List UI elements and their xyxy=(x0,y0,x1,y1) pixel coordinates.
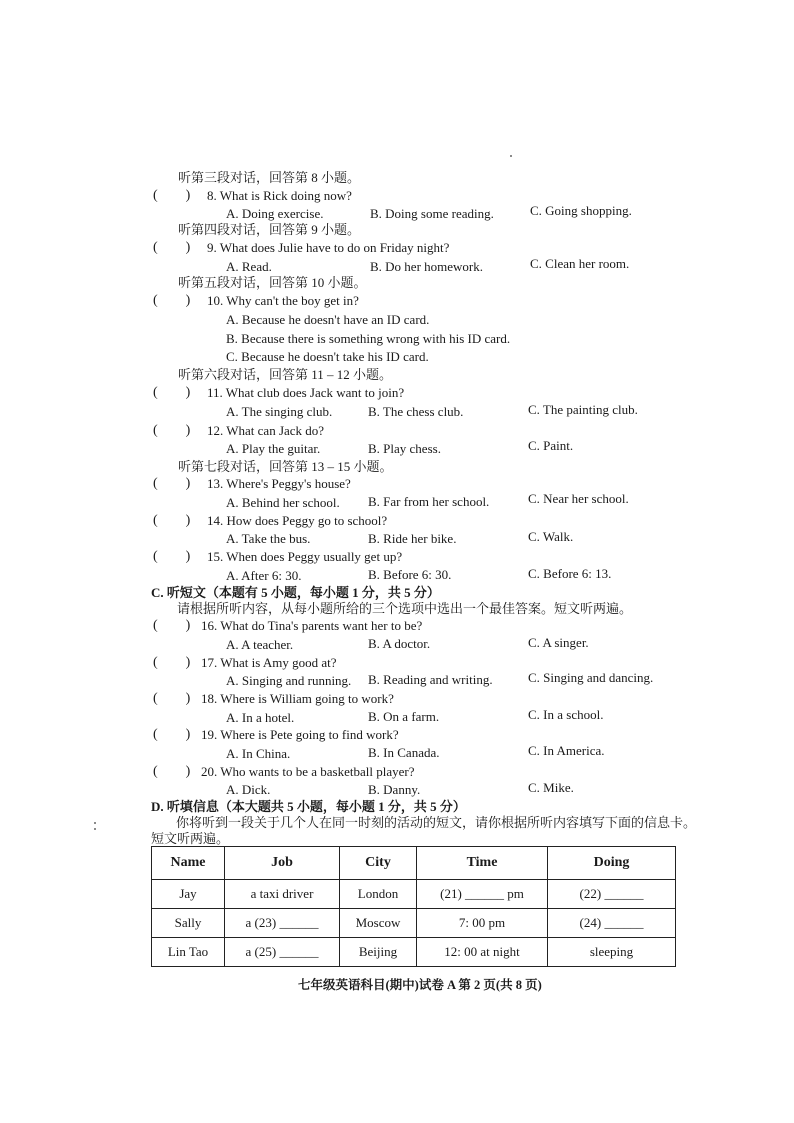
cell-time: 7: 00 pm xyxy=(417,909,548,938)
cell-name: Lin Tao xyxy=(152,938,225,967)
question-17: 17. What is Amy good at? xyxy=(201,655,337,670)
answer-blank[interactable]: ( ) xyxy=(153,691,191,706)
col-header-name: Name xyxy=(152,847,225,880)
option-14c: C. Walk. xyxy=(528,529,574,544)
blank-23[interactable]: a (23) ______ xyxy=(225,909,340,938)
answer-blank[interactable]: ( ) xyxy=(153,385,191,400)
option-12a: A. Play the guitar. xyxy=(226,441,321,456)
col-header-city: City xyxy=(340,847,417,880)
section-c-heading: C. 听短文（本题有 5 小题，每小题 1 分，共 5 分） xyxy=(151,585,440,600)
cell-job: a taxi driver xyxy=(225,880,340,909)
answer-blank[interactable]: ( ) xyxy=(153,655,191,670)
table-header-row xyxy=(152,847,676,880)
answer-blank[interactable]: ( ) xyxy=(153,727,191,742)
question-8: 8. What is Rick doing now? xyxy=(207,188,352,203)
question-14: 14. How does Peggy go to school? xyxy=(207,513,388,528)
option-18a: A. In a hotel. xyxy=(226,710,295,725)
option-16b: B. A doctor. xyxy=(368,636,431,651)
option-20c: C. Mike. xyxy=(528,780,574,795)
blank-25[interactable]: a (25) ______ xyxy=(225,938,340,967)
option-13b: B. Far from her school. xyxy=(368,494,490,509)
cell-name: Sally xyxy=(152,909,225,938)
table-row xyxy=(152,880,676,909)
question-20: 20. Who wants to be a basketball player? xyxy=(201,764,415,779)
option-19c: C. In America. xyxy=(528,743,605,758)
info-card-table xyxy=(151,846,676,967)
option-8c: C. Going shopping. xyxy=(530,203,632,218)
option-9b: B. Do her homework. xyxy=(370,259,484,274)
question-11: 11. What club does Jack want to join? xyxy=(207,385,405,400)
answer-blank[interactable]: ( ) xyxy=(153,476,191,491)
option-17c: C. Singing and dancing. xyxy=(528,670,654,685)
section-d-instruction: 你将听到一段关于几个人在同一时刻的活动的短文，请你根据所听内容填写下面的信息卡。 xyxy=(176,815,697,830)
blank-22[interactable]: (22) ______ xyxy=(548,880,676,909)
option-14b: B. Ride her bike. xyxy=(368,531,457,546)
blank-21[interactable]: (21) ______ pm xyxy=(417,880,548,909)
table-row xyxy=(152,938,676,967)
instruction-part7: 听第七段对话，回答第 13 – 15 小题。 xyxy=(178,459,393,474)
scan-speck xyxy=(510,155,512,157)
option-9c: C. Clean her room. xyxy=(530,256,630,271)
cell-city: Moscow xyxy=(340,909,417,938)
answer-blank[interactable]: ( ) xyxy=(153,618,191,633)
option-15a: A. After 6: 30. xyxy=(226,568,302,583)
cell-city: Beijing xyxy=(340,938,417,967)
option-8b: B. Doing some reading. xyxy=(370,206,494,221)
question-19: 19. Where is Pete going to find work? xyxy=(201,727,399,742)
col-header-doing: Doing xyxy=(548,847,676,880)
option-17a: A. Singing and running. xyxy=(226,673,352,688)
instruction-part5: 听第五段对话，回答第 10 小题。 xyxy=(178,275,367,290)
blank-24[interactable]: (24) ______ xyxy=(548,909,676,938)
answer-blank[interactable]: ( ) xyxy=(153,188,191,203)
option-18c: C. In a school. xyxy=(528,707,604,722)
col-header-time: Time xyxy=(417,847,548,880)
option-16a: A. A teacher. xyxy=(226,637,294,652)
option-15c: C. Before 6: 13. xyxy=(528,566,612,581)
option-19a: A. In China. xyxy=(226,746,291,761)
section-c-instruction: 请根据所听内容，从每小题所给的三个选项中选出一个最佳答案。短文听两遍。 xyxy=(177,601,633,616)
question-13: 13. Where's Peggy's house? xyxy=(207,476,351,491)
table-row xyxy=(152,909,676,938)
option-19b: B. In Canada. xyxy=(368,745,440,760)
answer-blank[interactable]: ( ) xyxy=(153,293,191,308)
col-header-job: Job xyxy=(225,847,340,880)
option-15b: B. Before 6: 30. xyxy=(368,567,452,582)
cell-name: Jay xyxy=(152,880,225,909)
option-13c: C. Near her school. xyxy=(528,491,629,506)
section-d-instruction-2: 短文听两遍。 xyxy=(151,831,230,846)
option-10a: A. Because he doesn't have an ID card. xyxy=(226,312,430,327)
cell-time: 12: 00 at night xyxy=(417,938,548,967)
option-16c: C. A singer. xyxy=(528,635,589,650)
scan-speck xyxy=(94,822,96,824)
option-9a: A. Read. xyxy=(226,259,272,274)
question-9: 9. What does Julie have to do on Friday night? xyxy=(207,240,450,255)
answer-blank[interactable]: ( ) xyxy=(153,513,191,528)
option-10c: C. Because he doesn't take his ID card. xyxy=(226,349,429,364)
answer-blank[interactable]: ( ) xyxy=(153,764,191,779)
cell-doing: sleeping xyxy=(548,938,676,967)
page-footer: 七年级英语科目(期中)试卷 A 第 2 页(共 8 页) xyxy=(298,978,542,992)
option-12c: C. Paint. xyxy=(528,438,574,453)
option-8a: A. Doing exercise. xyxy=(226,206,324,221)
option-20b: B. Danny. xyxy=(368,782,421,797)
option-20a: A. Dick. xyxy=(226,782,271,797)
question-12: 12. What can Jack do? xyxy=(207,423,325,438)
option-11a: A. The singing club. xyxy=(226,404,333,419)
section-d-heading: D. 听填信息（本大题共 5 小题，每小题 1 分，共 5 分） xyxy=(151,799,466,814)
question-16: 16. What do Tina's parents want her to be? xyxy=(201,618,423,633)
instruction-part6: 听第六段对话，回答第 11 – 12 小题。 xyxy=(178,367,393,382)
scan-speck xyxy=(94,828,96,830)
option-18b: B. On a farm. xyxy=(368,709,440,724)
cell-city: London xyxy=(340,880,417,909)
answer-blank[interactable]: ( ) xyxy=(153,549,191,564)
answer-blank[interactable]: ( ) xyxy=(153,423,191,438)
option-11b: B. The chess club. xyxy=(368,404,464,419)
option-13a: A. Behind her school. xyxy=(226,495,340,510)
question-10: 10. Why can't the boy get in? xyxy=(207,293,359,308)
option-10b: B. Because there is something wrong with his ID card. xyxy=(226,331,511,346)
question-18: 18. Where is William going to work? xyxy=(201,691,394,706)
instruction-part3: 听第三段对话，回答第 8 小题。 xyxy=(178,170,361,185)
option-17b: B. Reading and writing. xyxy=(368,672,493,687)
answer-blank[interactable]: ( ) xyxy=(153,240,191,255)
option-14a: A. Take the bus. xyxy=(226,531,311,546)
instruction-part4: 听第四段对话，回答第 9 小题。 xyxy=(178,222,361,237)
question-15: 15. When does Peggy usually get up? xyxy=(207,549,403,564)
option-11c: C. The painting club. xyxy=(528,402,638,417)
option-12b: B. Play chess. xyxy=(368,441,441,456)
